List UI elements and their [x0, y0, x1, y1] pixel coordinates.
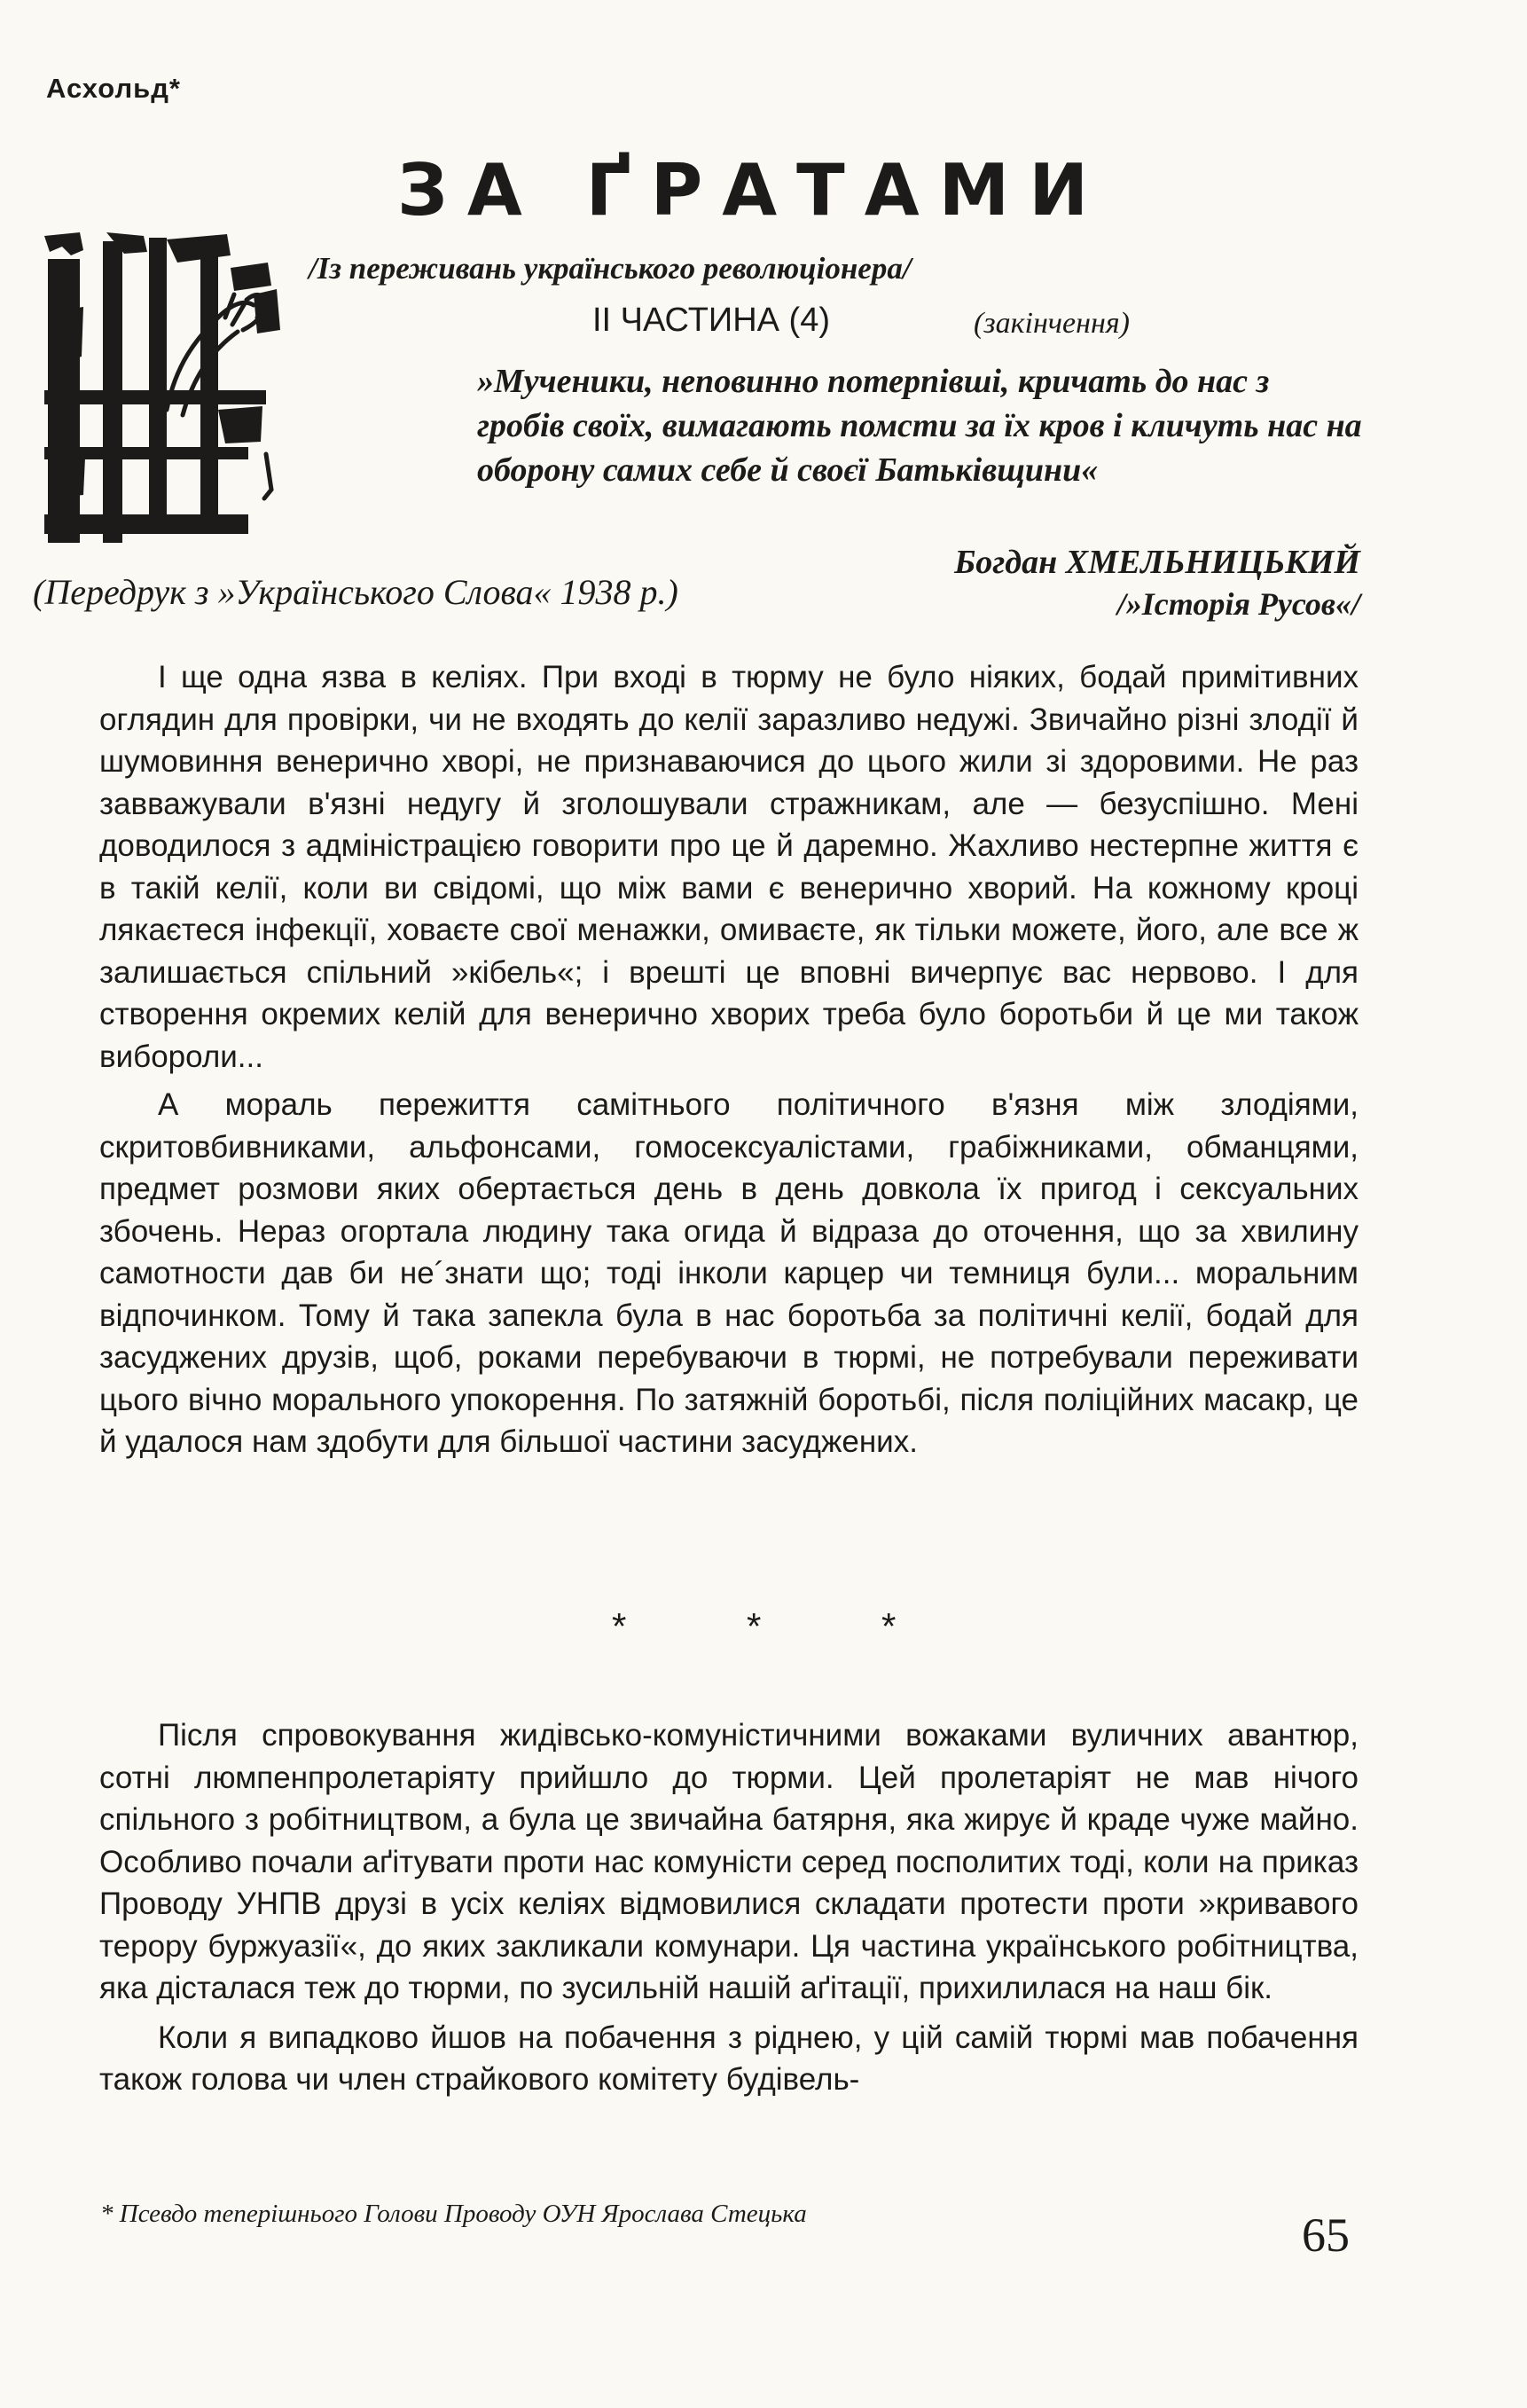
paragraph: І ще одна язва в келіях. При вході в тюрму не було ніяких, бодай примітивних оглядин для провірки, чи не входять до келії заразливо недужі. Звичайно різні злодії й шумовиння венерично хворі, не признаваючися до цього жили зі здоровими. Не раз завважували в'язні недугу й зголошували стражникам, але — безуспішно. Мені доводилося з адміністрацією говорити про це й даремно. Жахливо нестерпне життя є в такій келії, коли ви свідомі, що між вами є венерично хворий. На кожному кроці лякаєтеся інфекції, ховаєте свої менажки, омиваєте, як тільки можете, його, але все ж залишається спільний »кібель«; і врешті це вповні вичерпує вас нервово. І для створення окремих келій для венерично хворих треба було боротьби й це ми також вибороли... [99, 660, 1359, 1074]
prison-bars-illustration [44, 232, 284, 552]
part-note: (закінчення) [974, 307, 1130, 340]
part-label: II ЧАСТИНА (4) [592, 302, 831, 339]
paragraph: Після спровокування жидівсько-комуністичними вожаками вуличних авантюр, сотні люмпенпролетаріяту прийшло до тюрми. Цей пролетаріят не мав нічого спільного з робітництвом, а була це звичайна батярня, яка жирує й краде чуже майно. Особливо почали аґітувати проти нас комуністи серед посполитих тоді, коли на приказ Проводу УНПВ друзі в усіх келіях відмовилися складати протести проти »кривавого терору буржуазії«, до яких закликали комунари. Ця частина українського робітництва, яка дісталася теж до тюрми, по зусильній нашій аґітації, прихилилася на наш бік. [99, 1718, 1359, 2005]
page-number: 65 [1302, 2208, 1350, 2262]
article-title: ЗА ҐРАТАМИ [397, 149, 1108, 231]
epigraph-source: /»Історія Русов«/ [1116, 586, 1360, 622]
epigraph-author: Богдан ХМЕЛЬНИЦЬКИЙ [954, 544, 1360, 581]
paragraph: А мораль пережиття самітнього політичного в'язня між злодіями, скритовбивниками, альфонсами, гомосексуалістами, грабіжниками, обманцями, предмет розмови яких обертається день в день довкола їх пригод і сексуальних збочень. Нераз огортала людину така огида й відраза до оточення, що за хвилину самотности дав би не´знати що; тоді інколи карцер чи темниця були... моральним відпочинком. Тому й така запекла була в нас боротьба за політичні келії, бодай для засуджених друзів, щоб, роками перебуваючи в тюрмі, не потребували переживати цього вічно морального упокорення. По затяжній боротьбі, після поліційних масакр, це й удалося нам здобути для більшої частини засуджених. [99, 1087, 1359, 1459]
article-subtitle: /Із переживань українського революціонера/ [309, 251, 912, 286]
reprint-note: (Передрук з »Українського Слова« 1938 р.) [33, 572, 678, 612]
author-name: Асхольд* [46, 73, 181, 104]
epigraph-quote: »Мученики, неповинно потерпівші, кричать до нас з гробів своїх, вимагають помсти за їх кров і кличуть нас на оборону самих себе й своєї Батьківщини« [477, 363, 1362, 489]
section-separator: * * * [612, 1605, 951, 1647]
paragraph: Коли я випадково йшов на побачення з ріднею, у цій самій тюрмі мав побачення також голова чи член страйкового комітету будівель- [99, 2020, 1359, 2097]
footnote: * Псевдо теперішнього Голови Проводу ОУН Ярослава Стецька [100, 2200, 807, 2228]
article-body-part1 [99, 656, 1359, 1470]
article-body-part2 [99, 1714, 1359, 2108]
